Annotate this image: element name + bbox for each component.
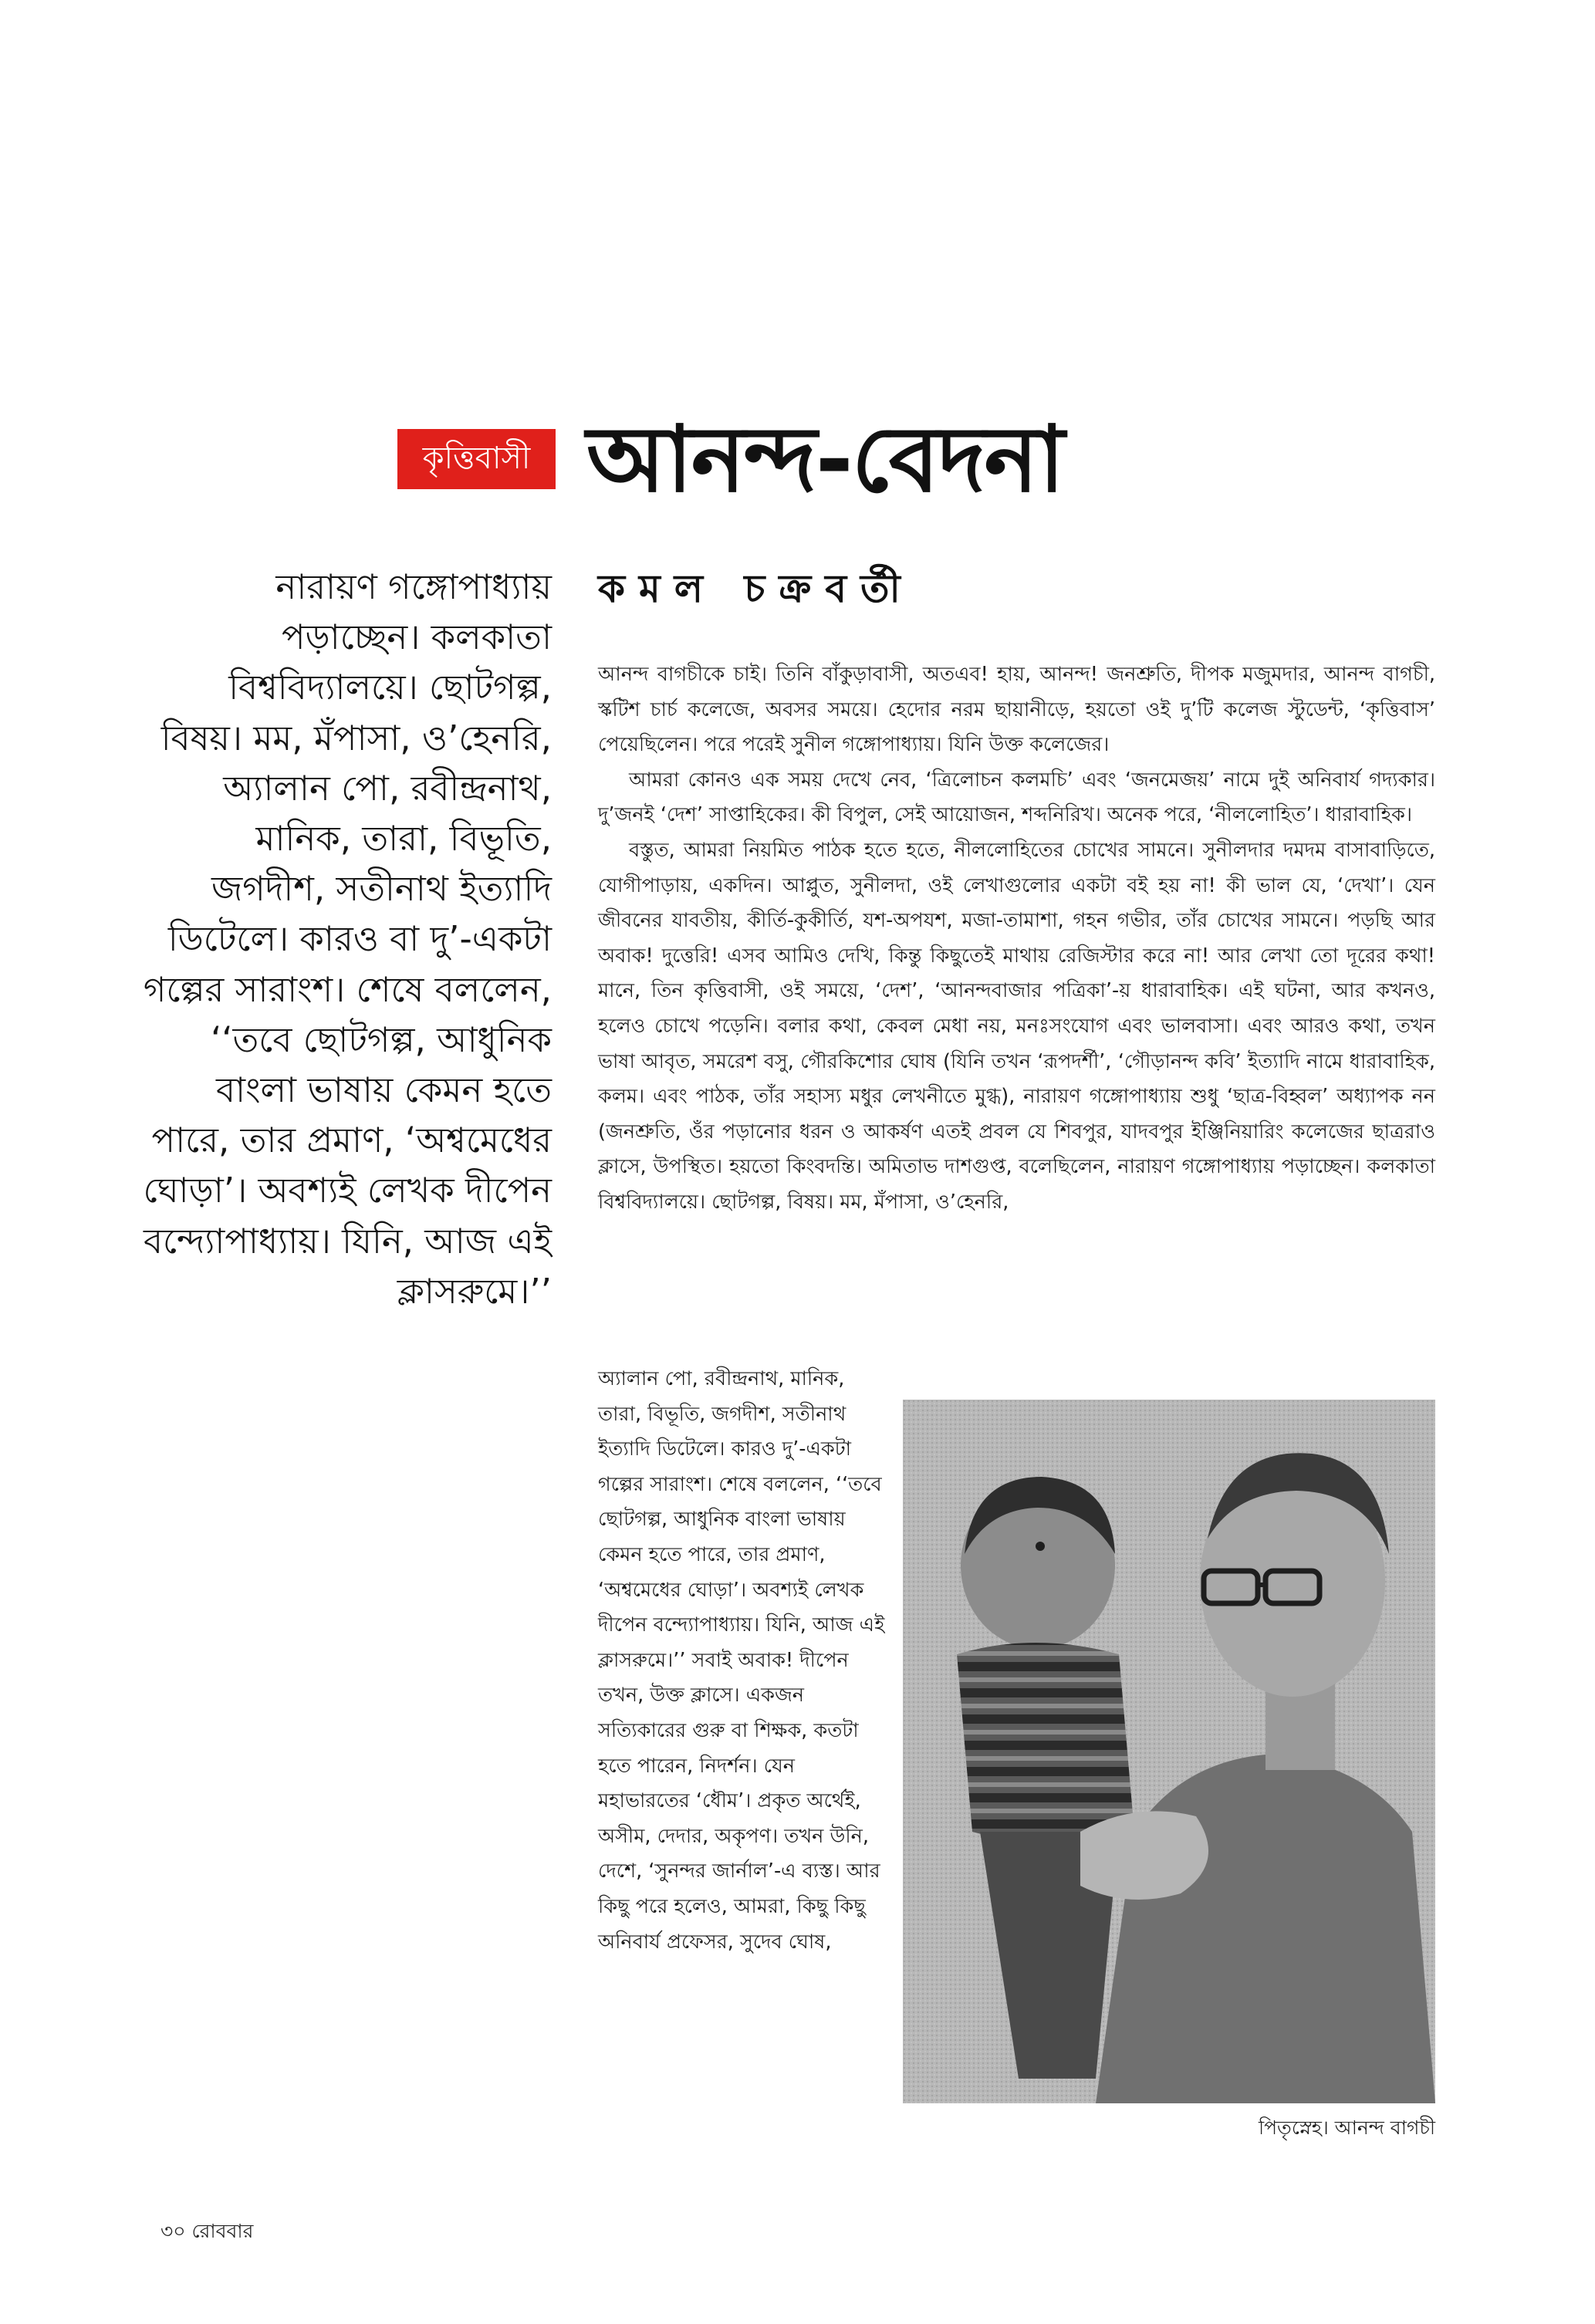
section-tag: কৃত্তিবাসী [397,429,556,489]
body-paragraph: আনন্দ বাগচীকে চাই। তিনি বাঁকুড়াবাসী, অতএব! হায়, আনন্দ! জনশ্রুতি, দীপক মজুমদার, আনন্দ বাগচী, স্কটিশ চার্চ কলেজে, অবসর সময়ে। হেদোর নরম ছায়ানীড়ে, হয়তো ওই দু’টি কলেজ স্টুডেন্ট, ‘কৃত্তিবাস’ পেয়েছিলেন। পরে পরেই সুনীল গঙ্গোপাধ্যায়। যিনি উক্ত কলেজের। [598,663,1435,757]
headline: আনন্দ-বেদনা [586,406,1063,512]
body-paragraph: আমরা কোনও এক সময় দেখে নেব, ‘ত্রিলোচন কলমচি’ এবং ‘জনমেজয়’ নামে দুই অনিবার্য গদ্যকার। দু’জনই ‘দেশ’ সাপ্তাহিকের। কী বিপুল, সেই আয়োজন, শব্দনিরিখ। অনেক পরে, ‘নীললোহিত’। ধারাবাহিক। [598,768,1435,827]
article-body [598,657,1435,1398]
article-body-continued: অ্যালান পো, রবীন্দ্রনাথ, মানিক, তারা, বিভূতি, জগদীশ, সতীনাথ ইত্যাদি ডিটেলে। কারও দু’-একটা গল্পের সারাংশ। শেষে বললেন, ‘‘তবে ছোটগল্প, আধুনিক বাংলা ভাষায় কেমন হতে পারে, তার প্রমাণ, ‘অশ্বমেধের ঘোড়া’। অবশ্যই লেখক দীপেন বন্দ্যোপাধ্যায়। যিনি, আজ এই ক্লাসরুমে।’’ সবাই অবাক! দীপেন তখন, উক্ত ক্লাসে। একজন সত্যিকারের গুরু বা শিক্ষক, কতটা হতে পারেন, নিদর্শন। যেন মহাভারতের ‘ধৌম’। প্রকৃত অর্থেই, অসীম, দেদার, অকৃপণ। তখন উনি, দেশে, ‘সুনন্দর জার্নাল’-এ ব্যস্ত। আর কিছু পরে হলেও, আমরা, কিছু কিছু অনিবার্য প্রফেসর, সুদেব ঘোষ, [598,1367,885,1954]
page-folio: ৩০ রোববার [161,2220,254,2242]
pull-quote: নারায়ণ গঙ্গোপাধ্যায় পড়াচ্ছেন। কলকাতা বিশ্ববিদ্যালয়ে। ছোটগল্প, বিষয়। মম, মঁপাসা, ও’হেনরি, অ্যালান পো, রবীন্দ্রনাথ, মানিক, তারা, বিভূতি, জগদীশ, সতীনাথ ইত্যাদি ডিটেলে। কারও বা দু’-একটা গল্পের সারাংশ। শেষে বললেন, ‘‘তবে ছোটগল্প, আধুনিক বাংলা ভাষায় কেমন হতে পারে, তার প্রমাণ, ‘অশ্বমেধের ঘোড়া’। অবশ্যই লেখক দীপেন বন্দ্যোপাধ্যায়। যিনি, আজ এই ক্লাসরুমে।’’ [143,566,552,1312]
photo-caption: পিতৃস্নেহ। আনন্দ বাগচী [1258,2116,1435,2139]
body-paragraph: বস্তুত, আমরা নিয়মিত পাঠক হতে হতে, নীললোহিতের চোখের সামনে। সুনীলদার দমদম বাসাবাড়িতে, যোগীপাড়ায়, একদিন। আপ্লুত, সুনীলদা, ওই লেখাগুলোর একটা বই হয় না! কী ভাল যে, ‘দেখা’। যেন জীবনের যাবতীয়, কীর্তি-কুকীর্তি, যশ-অপযশ, মজা-তামাশা, গহন গভীর, তাঁর চোখের সামনে। পড়ছি আর অবাক! দুত্তেরি! এসব আমিও দেখি, কিন্তু কিছুতেই মাথায় রেজিস্টার করে না! আর লেখা তো দূরের কথা! মানে, তিন কৃত্তিবাসী, ওই সময়ে, ‘দেশ’, ‘আনন্দবাজার পত্রিকা’-য় ধারাবাহিক। এই ঘটনা, আর কখনও, হলেও চোখে পড়েনি। বলার কথা, কেবল মেধা নয়, মনঃসংযোগ এবং ভালবাসা। এবং আরও কথা, তখন ভাষা আবৃত, সমরেশ বসু, গৌরকিশোর ঘোষ (যিনি তখন ‘রূপদর্শী’, ‘গৌড়ানন্দ কবি’ ইত্যাদি নামে ধারাবাহিক, কলম। এবং পাঠক, তাঁর সহাস্য মধুর লেখনীতে মুগ্ধ), নারায়ণ গঙ্গোপাধ্যায় শুধু ‘ছাত্র-বিহ্বল’ অধ্যাপক নন (জনশ্রুতি, ওঁর পড়ানোর ধরন ও আকর্ষণ এতই প্রবল যে শিবপুর, যাদবপুর ইঞ্জিনিয়ারিং কলেজের ছাত্ররাও ক্লাসে, উপস্থিত। হয়তো কিংবদন্তি। অমিতাভ দাশগুপ্ত, বলেছিলেন, নারায়ণ গঙ্গোপাধ্যায় পড়াচ্ছেন। কলকাতা বিশ্ববিদ্যালয়ে। ছোটগল্প, বিষয়। মম, মঁপাসা, ও’হেনরি, [598,838,1435,1214]
photo-father-child [903,1400,1435,2103]
byline: কমল চক্রবর্তী [598,566,914,611]
